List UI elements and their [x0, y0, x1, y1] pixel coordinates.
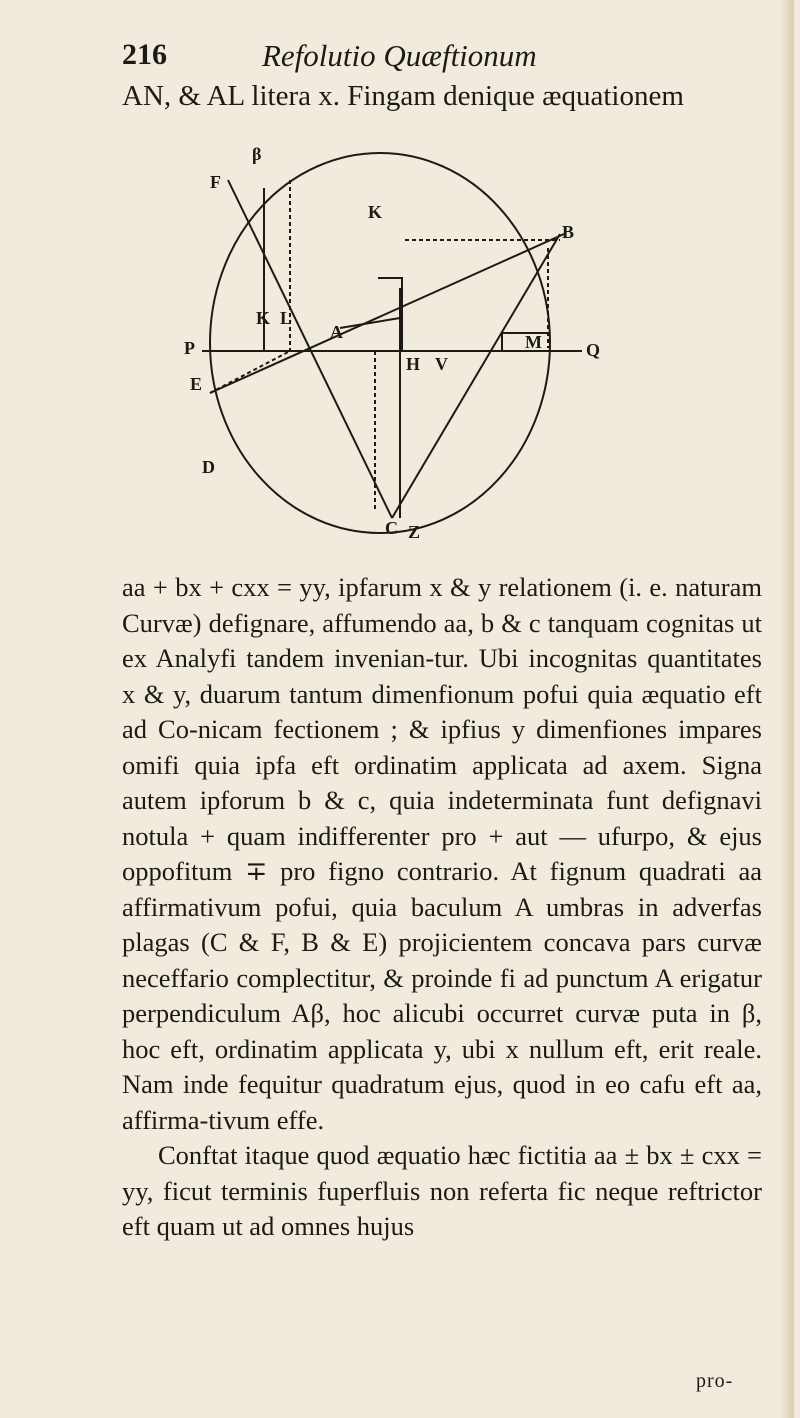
label-b: B [562, 222, 575, 242]
running-title: Refolutio Quæftionum [262, 38, 537, 73]
figure-svg [180, 138, 600, 558]
segment-a [340, 318, 400, 328]
line-b-c [392, 234, 560, 518]
label-h: H [406, 354, 421, 374]
label-c: C [385, 518, 398, 538]
page-number: 216 [122, 38, 167, 71]
label-q: Q [586, 340, 600, 360]
label-l: L [280, 308, 293, 328]
paragraph-1: aa + bx + cxx = yy, ipfarum x & y relationem (i. e. naturam Curvæ) defignare, affumendo aa, b & c tanquam cognitas ut ex Analyfi tandem invenian-tur. Ubi incognitas quantitates x & y, duarum tantum dimenfionum pofui quia æquatio eft ad Co-nicam fectionem ; & ipfius y dimenfiones impares omifi quia ipfa eft ordinatim applicata ad axem. Signa autem ipforum b & c, quia indeterminata funt defignavi notula + quam indifferenter pro + aut — ufurpo, & ejus oppofitum ∓ pro figno contrario. At fignum quadrati aa affirmativum pofui, quia baculum A umbras in adverfas plagas (C & F, B & E) projicientem concava pars curvæ neceffario complectitur, & proinde fi ad punctum A erigatur perpendiculum Aβ, hoc alicubi occurret curvæ puta in β, hoc eft, ordinatim applicata y, ubi x nullum eft, erit reale. Nam inde fequitur quadratum ejus, quod in eo cafu eft aa, affirma-tivum effe. [122, 572, 762, 1135]
label-p: P [184, 338, 195, 358]
label-a: A [330, 322, 343, 342]
label-v: V [435, 354, 448, 374]
first-line: AN, & AL litera x. Fingam denique æquationem [122, 80, 684, 112]
label-beta: β [252, 144, 262, 164]
label-k-top: K [368, 202, 383, 222]
label-e: E [190, 374, 203, 394]
body-text [122, 570, 762, 1245]
label-z: Z [408, 522, 421, 542]
label-f: F [210, 172, 221, 192]
label-m: M [525, 332, 542, 352]
catchword: pro- [696, 1370, 734, 1392]
paragraph-2: Conftat itaque quod æquatio hæc fictitia aa ± bx ± cxx = yy, ficut terminis fuperfluis non referta fic neque reftrictor eft quam ut ad omnes hujus [122, 1140, 762, 1241]
bracket-h [378, 278, 402, 351]
label-d: D [202, 457, 215, 477]
page-edge [780, 0, 794, 1418]
label-k: K [256, 308, 271, 328]
geometric-figure [180, 138, 600, 558]
